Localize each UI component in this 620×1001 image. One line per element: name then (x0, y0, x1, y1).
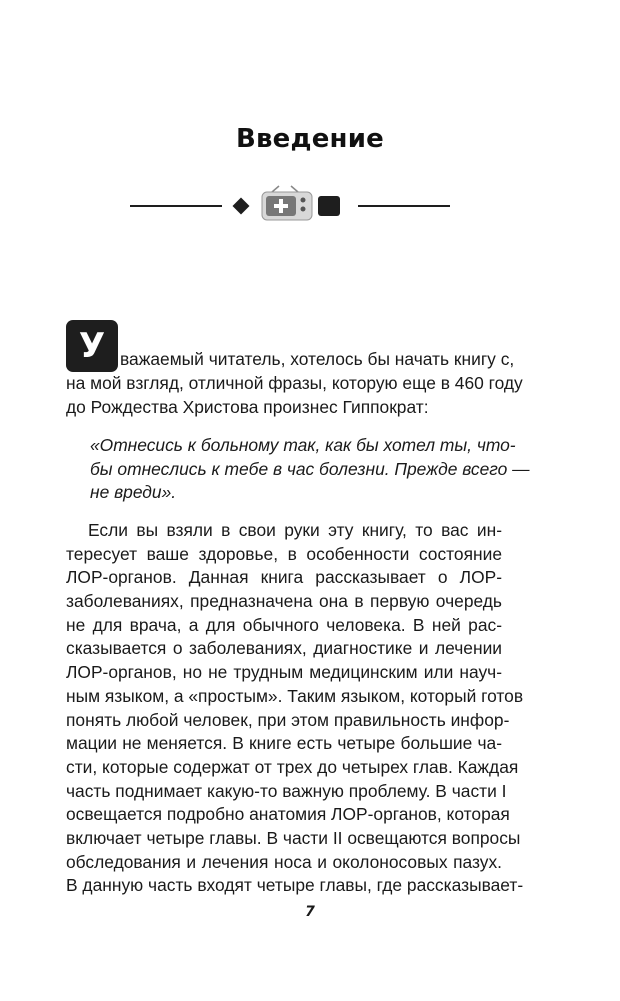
paragraph-line: сказывается о заболеваниях, диагностике и лечении (66, 638, 502, 659)
quote-line: не вреди». (90, 482, 177, 503)
paragraph-line: ным языком, а «простым». Таким языком, который готов (66, 685, 524, 706)
diamond-icon (233, 198, 250, 215)
paragraph-line: сти, которые содержат от трех до четырех глав. Каждая (66, 756, 519, 777)
paragraph-line: мации не меняется. В книге есть четыре большие ча- (66, 733, 502, 754)
intro-first-line: важаемый читатель, хотелось бы начать книгу с, (120, 349, 515, 369)
drop-cap-box (66, 320, 118, 372)
paragraph-line: включает четыре главы. В части II освещаются вопросы (66, 827, 521, 848)
paragraph-line: ЛОР-органов. Данная книга рассказывает о ЛОР- (66, 567, 502, 588)
chapter-title: Введение (236, 124, 384, 154)
chapter-ornament (0, 176, 620, 236)
ornament-divider (0, 176, 620, 236)
drop-cap: У (66, 320, 118, 372)
paragraph-line: заболеваниях, предназначена она в первую очередь (66, 591, 502, 612)
intro-line: на мой взгляд, отличной фразы, которую еще в 460 году (66, 373, 523, 393)
paragraph-line: понять любой человек, при этом правильность инфор- (66, 709, 510, 730)
intro-paragraph (66, 372, 523, 419)
paragraph-line: В данную часть входят четыре главы, где рассказывает- (66, 875, 524, 896)
quote-line: бы отнеслись к тебе в час болезни. Прежде всего — (90, 458, 530, 479)
page-number: 7 (305, 904, 315, 920)
square-icon (318, 196, 340, 216)
main-paragraph (66, 519, 524, 898)
paragraph-line: не для врача, а для обычного человека. В ней рас- (66, 614, 502, 635)
paragraph-line: ЛОР-органов, но не трудным медицинским или науч- (66, 662, 502, 683)
paragraph-line: тересует ваше здоровье, в особенности состояние (66, 543, 502, 564)
intro-line: до Рождества Христова произнес Гиппократ: (66, 396, 429, 417)
quote-line: «Отнесись к больному так, как бы хотел ты, что- (90, 435, 516, 455)
paragraph-line: освещается подробно анатомия ЛОР-органов, которая (66, 804, 510, 825)
tv-medical-cross-icon (262, 186, 312, 220)
hippocrates-quote (90, 434, 530, 505)
paragraph-line: Если вы взяли в свои руки эту книгу, то вас ин- (88, 520, 502, 540)
paragraph-line: обследования и лечения носа и околоносовых пазух. (66, 851, 502, 872)
paragraph-line: часть поднимает какую-то важную проблему. В части I (66, 780, 507, 801)
